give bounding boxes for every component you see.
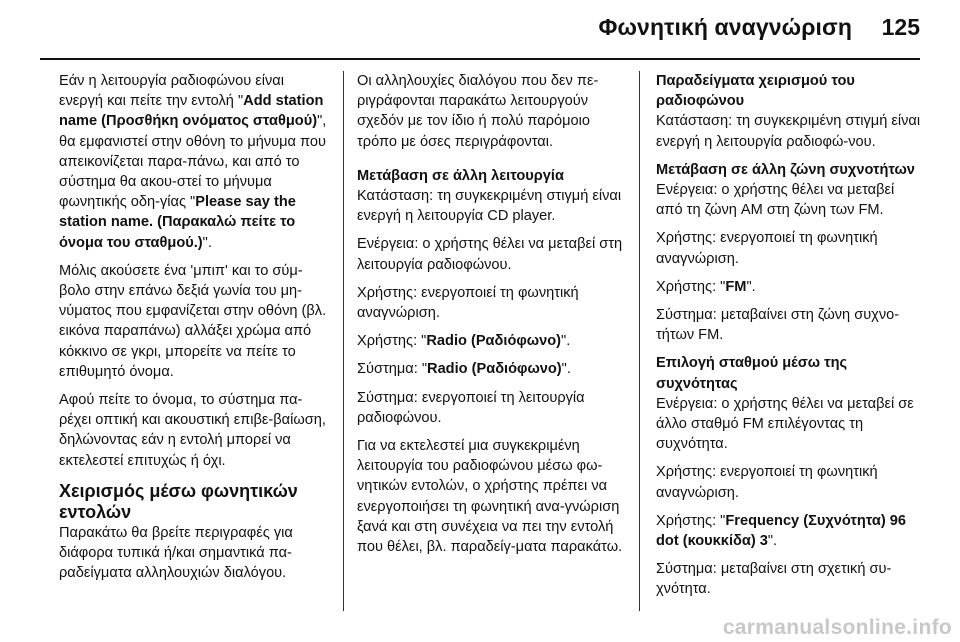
paragraph: Ενέργεια: ο χρήστης θέλει να μεταβεί σε άλλο σταθμό FM επιλέγοντας τη συχνότητα. [656, 395, 914, 453]
paragraph: Παρακάτω θα βρείτε περιγραφές για διάφορα τυπικά ή/και σημαντικά πα-ραδείγματα αλληλουχιών διαλόγου. [59, 524, 293, 582]
subsection-heading: Επιλογή σταθμού μέσω της συχνότητας [656, 355, 848, 392]
section-heading: Χειρισμός μέσω φωνητικών εντολών [59, 480, 298, 522]
voice-command: Add station name (Προσθήκη ονόματος σταθμού) [59, 93, 324, 130]
paragraph: Μόλις ακούσετε ένα 'μπιπ' και το σύμ-βολο στην επάνω δεξιά γωνία του μη-νύματος που εμφανίζεται στην οθόνη (βλ. εικόνα παραπάνω) αλλάξει χρώμα από κόκκινο σε γκρι, μπορείτε να πείτε το επιθυμητό όνομα. [59, 262, 327, 380]
paragraph: Σύστημα: μεταβαίνει στη ζώνη συχνο-τήτων FM. [656, 307, 900, 344]
voice-command: Radio (Ραδιόφωνο) [427, 361, 562, 378]
page-number: 125 [881, 14, 920, 40]
voice-command: Radio (Ραδιόφωνο) [426, 333, 562, 350]
paragraph: Για να εκτελεστεί μια συγκεκριμένη λειτουργία του ραδιοφώνου μέσω φω-νητικών εντολών, ο χρήστης πρέπει να ενεργοποιήσει τη φωνητική ανα-γνώριση ξανά και στη συνέχεια να πει την εντολή που θέλει, βλ. παραδείγ-ματα παρακάτω. [357, 438, 623, 556]
subsection-heading: Παραδείγματα χειρισμού του ραδιοφώνου [656, 73, 855, 110]
paragraph: Χρήστης: ενεργοποιεί τη φωνητική αναγνώριση. [656, 464, 878, 501]
paragraph: Ενέργεια: ο χρήστης θέλει να μεταβεί από τη ζώνη AM στη ζώνη των FM. [656, 182, 895, 219]
page-title: Φωνητική αναγνώριση [598, 14, 852, 40]
voice-command: FM [725, 278, 747, 295]
paragraph: Χρήστης: "Frequency (Συχνότητα) 96 dot (κουκκίδα) 3". [656, 512, 907, 550]
paragraph: Χρήστης: "Radio (Ραδιόφωνο)". [357, 333, 571, 350]
paragraph: Ενέργεια: ο χρήστης θέλει να μεταβεί στη λειτουργία ραδιοφώνου. [357, 236, 623, 273]
column-divider [343, 71, 344, 611]
text-column-1 [59, 71, 327, 583]
paragraph: Σύστημα: "Radio (Ραδιόφωνο)". [357, 361, 571, 378]
paragraph: Εάν η λειτουργία ραδιοφώνου είναι ενεργή και πείτε την εντολή "Add station name (Προσθήκη ονόματος σταθμού)", θα εμφανιστεί στην οθόνη το μήνυμα που απεικονίζεται παρα-πάνω, και από το σύστημα θα ακου-στεί το μήνυμα φωνητικής οδη-γίας "Please say the station name. (Παρακαλώ πείτε το όνομα του σταθμού.)". [59, 73, 327, 251]
paragraph: Κατάσταση: τη συγκεκριμένη στιγμή είναι ενεργή η λειτουργία ραδιοφώ-νου. [656, 113, 921, 150]
text-column-2 [357, 71, 625, 565]
voice-prompt: Please say the station name. (Παρακαλώ πείτε το όνομα του σταθμού.) [59, 194, 296, 251]
paragraph: Σύστημα: ενεργοποιεί τη λειτουργία ραδιοφώνου. [357, 389, 585, 426]
watermark: carmanualsonline.info [722, 616, 952, 639]
voice-command: Frequency (Συχνότητα) 96 dot (κουκκίδα) 3 [656, 512, 907, 550]
page-header [0, 0, 960, 58]
paragraph: Χρήστης: ενεργοποιεί τη φωνητική αναγνώριση. [656, 230, 878, 267]
subsection-heading: Μετάβαση σε άλλη ζώνη συχνοτήτων [656, 161, 915, 178]
column-divider [639, 71, 640, 611]
paragraph: Χρήστης: "FM". [656, 278, 756, 295]
paragraph: Κατάσταση: τη συγκεκριμένη στιγμή είναι ενεργή η λειτουργία CD player. [357, 188, 622, 225]
subsection-heading: Μετάβαση σε άλλη λειτουργία [357, 167, 564, 184]
paragraph: Σύστημα: μεταβαίνει στη σχετική συ-χνότητα. [656, 561, 892, 598]
paragraph: Αφού πείτε το όνομα, το σύστημα πα-ρέχει οπτική και ακουστική επιβε-βαίωση, δηλώνοντας εάν η εντολή μπορεί να εκτελεστεί επιτυχώς ή όχι. [59, 392, 326, 469]
paragraph: Χρήστης: ενεργοποιεί τη φωνητική αναγνώριση. [357, 284, 579, 322]
text-column-3 [656, 71, 924, 608]
paragraph: Οι αλληλουχίες διαλόγου που δεν πε-ριγράφονται παρακάτω λειτουργούν σχεδόν με τον ίδιο ή πολύ παρόμοιο τρόπο με όσες περιγράφονται. [357, 73, 599, 150]
header-divider [40, 58, 920, 60]
